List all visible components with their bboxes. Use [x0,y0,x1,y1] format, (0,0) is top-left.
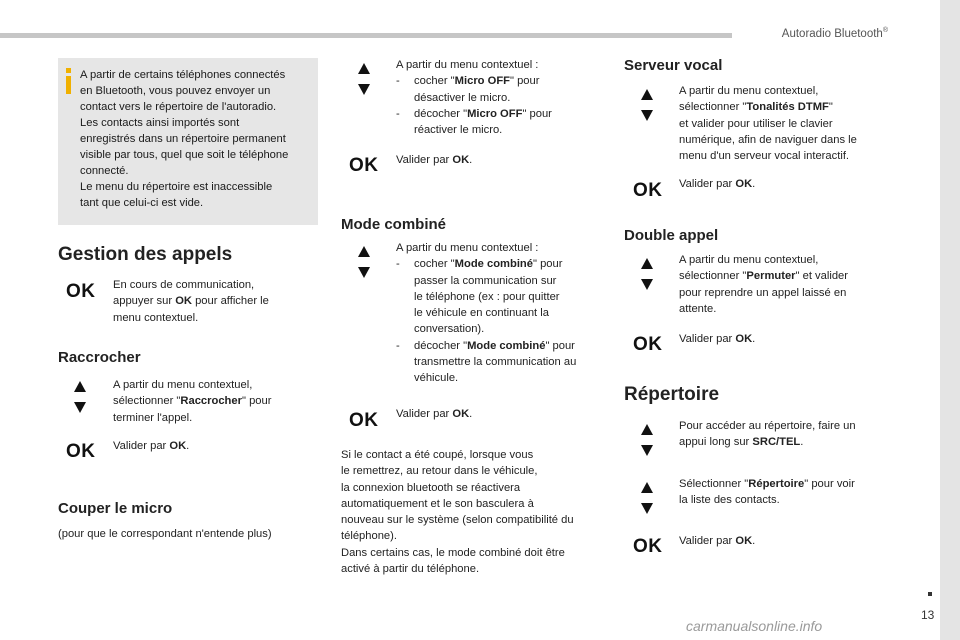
up-down-arrows-icon [73,381,87,415]
micro-list: A partir du menu contextuel : - cocher "Micro OFF" pour désactiver le micro. - décocher "Micro OFF" pour réactiver le micro. [396,57,606,138]
section-title-double: Double appel [624,227,719,244]
repertoire-text-1: Pour accéder au répertoire, faire un appui long sur SRC/TEL. [679,420,856,449]
double-validate: Valider par OK. [679,333,756,345]
list-item: - cocher "Micro OFF" pour désactiver le micro. [396,75,540,104]
reconnect-paragraph: Si le contact a été coupé, lorsque vous le remettrez, au retour dans le véhicule, la connexion bluetooth se réactivera automatiquement et le son basculera à nouveau sur le système (selon compatibilité du téléphone). Dans certains cas, le mode combiné doit être activé à partir du téléphone. [341,449,574,576]
double-text: A partir du menu contextuel, sélectionner "Permuter" et valider pour reprendre un appel laissé en attente. [679,254,849,315]
ok-icon: OK [633,536,663,557]
gestion-text: En cours de communication, appuyer sur OK pour afficher le menu contextuel. [113,279,269,324]
sidebar-strip [940,0,960,640]
ok-icon: OK [349,155,379,176]
up-down-arrows-icon [640,482,654,516]
list-item: - cocher "Mode combiné" pour passer la communication sur le téléphone (ex : pour quitter le véhicule en continuant la conversation). [396,258,563,336]
up-down-arrows-icon [640,424,654,458]
list-item: - décocher "Mode combiné" pour transmettre la communication au véhicule. [396,339,577,385]
vocal-validate: Valider par OK. [679,178,756,190]
ok-icon: OK [349,410,379,431]
list-item: - décocher "Micro OFF" pour réactiver le micro. [396,107,552,137]
info-note [58,58,318,225]
repertoire-text-2: Sélectionner "Répertoire" pour voir la liste des contacts. [679,478,855,507]
info-note-text: A partir de certains téléphones connectés en Bluetooth, vous pouvez envoyer un contact vers le répertoire de l'autoradio. Les contacts ainsi importés sont enregistrés dans un répertoire permanent visible par tous, quel que soit le téléphone connecté. Le menu du répertoire est inaccessible tant que celui-ci est vide. [80,69,289,209]
raccrocher-validate: Valider par OK. [113,440,190,452]
up-down-arrows-icon [640,89,654,123]
vocal-text: A partir du menu contextuel, sélectionner "Tonalités DTMF" et valider pour utiliser le clavier numérique, afin de naviguer dans le menu d'un serveur vocal interactif. [679,85,857,163]
section-title-couper: Couper le micro [58,500,173,517]
info-icon [64,68,74,96]
page-header-title: Autoradio Bluetooth® [781,27,888,40]
repertoire-validate: Valider par OK. [679,535,756,547]
micro-validate: Valider par OK. [396,154,473,166]
ok-icon: OK [633,180,663,201]
section-title-repertoire: Répertoire [624,384,720,405]
combine-list: A partir du menu contextuel : - cocher "Mode combiné" pour passer la communication sur le téléphone (ex : pour quitter le véhicule en continuant la conversation). - décocher "Mode combiné" pour transmettre la communication au véhicule. [396,240,606,387]
section-title-raccrocher: Raccrocher [58,349,141,366]
couper-text: (pour que le correspondant n'entende plus) [58,528,272,540]
page-number: 13 [921,608,935,622]
header-rule [0,33,732,38]
page-marker-dot [928,592,932,596]
combine-validate: Valider par OK. [396,408,473,420]
section-title-vocal: Serveur vocal [624,57,723,74]
watermark: carmanualsonline.info [686,618,823,634]
up-down-arrows-icon [640,258,654,292]
section-title-combine: Mode combiné [341,216,447,233]
ok-icon: OK [66,441,96,462]
ok-icon: OK [633,334,663,355]
raccrocher-text: A partir du menu contextuel, sélectionner "Raccrocher" pour terminer l'appel. [113,379,272,424]
section-title-gestion: Gestion des appels [58,244,233,265]
up-down-arrows-icon [357,246,371,280]
ok-icon: OK [66,281,96,302]
up-down-arrows-icon [357,63,371,97]
